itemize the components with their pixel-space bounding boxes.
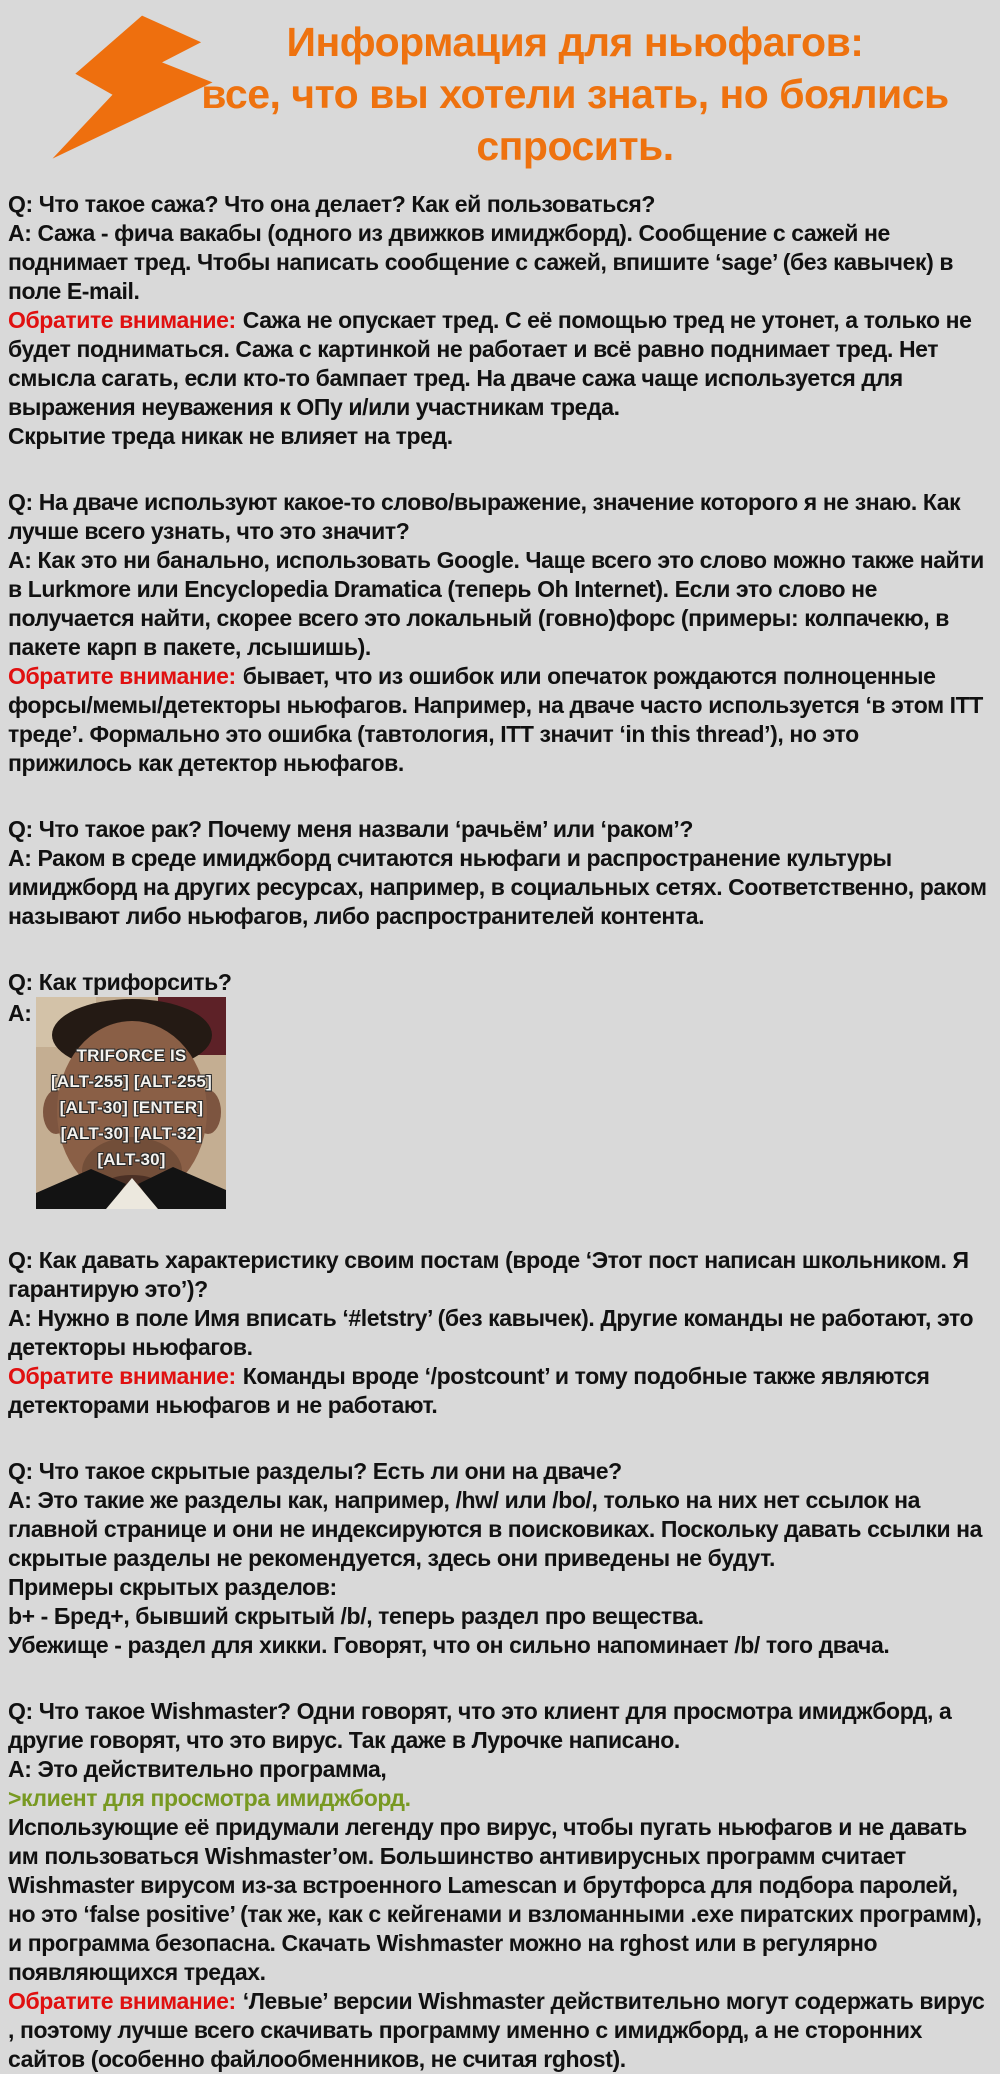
answer-label: A: [8,1000,32,1026]
attention-label: Обратите внимание: [8,307,236,333]
answer-text: A: Нужно в поле Имя вписать ‘#letstry’ (без кавычек). Другие команды не работают, это детекторы ньюфагов. [8,1305,974,1360]
attention-note [8,306,988,422]
faq-section-rak [8,815,988,931]
question-text: Q: Что такое сажа? Что она делает? Как ей пользоваться? [8,191,655,217]
overlay-line: [ALT-30] [97,1150,166,1169]
question-text: Q: Что такое скрытые разделы? Есть ли они на дваче? [8,1458,622,1484]
faq-section-unknown-words [8,488,988,778]
attention-label: Обратите внимание: [8,1988,236,2014]
answer-continuation-text: Использующие её придумали легенду про вирус, чтобы пугать ньюфагов и не давать им пользоваться Wishmaster’ом. Большинство антивирусных программ считает Wishmaster вирусом из-за встроенного Lamescan и брутфорса для подбора паролей, но это ‘false positive’ (так же, как с кейгенами и взломанными .exe пиратских программ), и программа безопасна. Скачать Wishmaster можно на rghost или в регулярно появляющихся тредах. [8,1814,982,1985]
lightning-bolt-icon [40,8,225,170]
hidden-board-item: Убежище - раздел для хикки. Говорят, что он сильно напоминает /b/ того двача. [8,1632,890,1658]
overlay-line: TRIFORCE IS [76,1046,187,1065]
page-title [160,0,990,172]
answer-text: A: Это такие же разделы как, например, /hw/ или /bo/, только на них нет ссылок на главной странице и они не индексируются в поисковиках. Поскольку давать ссылки на скрытые разделы не рекомендуется, здесь они приведены не будут. [8,1487,983,1571]
attention-label: Обратите внимание: [8,1363,236,1389]
faq-section-post-characteristic [8,1246,988,1420]
examples-heading: Примеры скрытых разделов: [8,1574,337,1600]
overlay-line: [ALT-255] [ALT-255] [51,1072,212,1091]
question-text: Q: Что такое рак? Почему меня назвали ‘рачьём’ или ‘раком’? [8,816,693,842]
attention-note [8,1987,988,2074]
title-line-2: все, что вы хотели знать, но боялись [201,71,949,117]
question-text: Q: Как давать характеристику своим постам (вроде ‘Этот пост написан школьником. Я гарантирую это’)? [8,1247,969,1302]
title-line-1: Информация для ньюфагов: [286,19,864,65]
answer-text: A: Как это ни банально, использовать Google. Чаще всего это слово можно также найти в Lurkmore или Encyclopedia Dramatica (теперь Oh Internet). Если это слово не получается найти, скорее всего это локальный (говно)форс (примеры: колпачекю, в пакете карп в пакете, лсышишь). [8,547,984,660]
faq-body [0,180,1000,2074]
greentext-line: >клиент для просмотра имиджборд. [8,1785,411,1811]
attention-note [8,1362,988,1420]
attention-text: Сажа не опускает тред. С её помощью тред не утонет, а только не будет подниматься. Сажа с картинкой не работает и всё равно поднимает тред. Нет смысла сагать, если кто-то бампает тред. На дваче сажа чаще используется для выражения неуважения к ОПу и/или участникам треда. [8,307,972,420]
faq-section-wishmaster [8,1697,988,2074]
hidden-board-item: b+ - Бред+, бывший скрытый /b/, теперь раздел про вещества. [8,1603,704,1629]
faq-section-sage [8,190,988,451]
answer-image-row [8,997,988,1209]
faq-section-triforce [8,968,988,1209]
faq-section-hidden-boards [8,1457,988,1660]
answer-text: A: Раком в среде имиджборд считаются ньюфаги и распространение культуры имиджборд на других ресурсах, например, в социальных сетях. Соответственно, раком называют либо ньюфагов, либо распространителей контента. [8,845,987,929]
attention-text: Команды вроде ‘/postcount’ и тому подобные также являются детекторами ньюфагов и не работают. [8,1363,930,1418]
triforce-overlay-text [36,1043,226,1173]
extra-note-text: Скрытие треда никак не влияет на тред. [8,423,453,449]
overlay-line: [ALT-30] [ALT-32] [60,1124,203,1143]
attention-text: бывает, что из ошибок или опечаток рождаются полноценные форсы/мемы/детекторы ньюфагов. Например, на дваче часто используется ‘в этом ITT треде’. Формально это ошибка (тавтология, ITT значит ‘in this thread’), но это прижилось как детектор ньюфагов. [8,663,983,776]
question-text: Q: На дваче используют какое-то слово/выражение, значение которого я не знаю. Как лучше всего узнать, что это значит? [8,489,961,544]
title-line-3: спросить. [476,123,674,169]
answer-text: A: Сажа - фича вакабы (одного из движков имиджборд). Сообщение с сажей не поднимает тред. Чтобы написать сообщение с сажей, впишите ‘sage’ (без кавычек) в поле E-mail. [8,220,954,304]
question-text: Q: Что такое Wishmaster? Одни говорят, что это клиент для просмотра имиджборд, а другие говорят, что это вирус. Так даже в Лурочке написано. [8,1698,952,1753]
attention-label: Обратите внимание: [8,663,236,689]
attention-text: ‘Левые’ версии Wishmaster действительно могут содержать вирус , поэтому лучше всего скачивать программу именно с имиджборд, а не сторонних сайтов (особенно файлообменников, не считая rghost). [8,1988,985,2072]
header [0,0,1000,180]
overlay-line: [ALT-30] [ENTER] [59,1098,204,1117]
answer-text: A: Это действительно программа, [8,1756,387,1782]
question-text: Q: Как трифорсить? [8,969,232,995]
attention-note [8,662,988,778]
triforce-instruction-image [36,997,226,1209]
